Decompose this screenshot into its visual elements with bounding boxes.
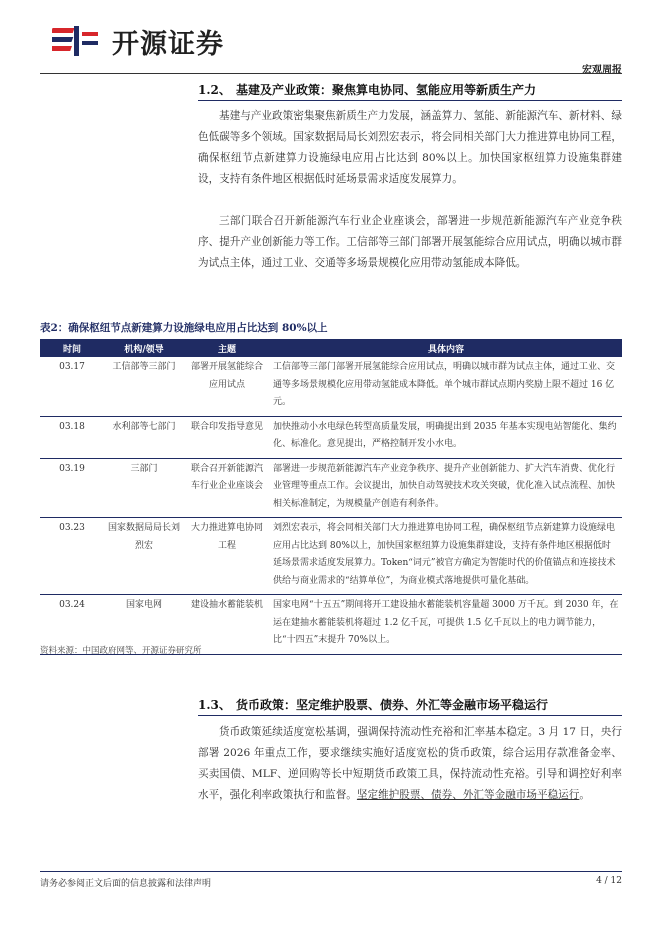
column-header: 具体内容: [270, 339, 622, 357]
section-title: 货币政策：坚定维护股票、债券、外汇等金融市场平稳运行: [236, 698, 549, 712]
table-row: [40, 357, 622, 416]
section-heading-1-2: [198, 81, 536, 98]
table-row: [40, 458, 622, 518]
cell-content: 刘烈宏表示，将会同相关部门大力推进算电协同工程，确保枢纽节点新建算力设施绿电应用占比达到 80%以上，加快国家枢纽算力设施集群建设，支持有条件地区根据低时延场景需求适度发展算力。Token“词元”被官方确定为智能时代的价值锚点和连接技术供给与商业需求的“结算单位”，为商业模式落地提供可量化基础。: [270, 518, 622, 595]
table-row: [40, 518, 622, 595]
paragraph: 三部门联合召开新能源汽车行业企业座谈会，部署进一步规范新能源汽车产业竞争秩序、提升产业创新能力等工作。工信部等三部门部署开展氢能综合应用试点，明确以城市群为试点主体，通过工业、交通等多场景规模化应用带动氢能成本降低。: [198, 215, 622, 269]
table-title: 表2：确保枢纽节点新建算力设施绿电应用占比达到 80%以上: [40, 322, 328, 334]
cell-topic: 大力推进算电协同工程: [184, 518, 270, 595]
brand-name: 开源证券: [112, 28, 224, 60]
section-number: 1.3、: [198, 698, 231, 712]
footer-divider: [40, 871, 622, 872]
cell-org: 工信部等三部门: [104, 357, 184, 416]
cell-content: 国家电网“十五五”期间将开工建设抽水蓄能装机容量超 3000 万千瓦。到 2030 年，在运在建抽水蓄能装机将超过 1.2 亿千瓦，可提供 1.5 亿千瓦以上的电力调节能力，比“十四五”末提升 70%以上。: [270, 595, 622, 655]
cell-date: 03.17: [40, 357, 104, 416]
cell-org: 水利部等七部门: [104, 416, 184, 458]
table-row: [40, 416, 622, 458]
paragraph-end: 。: [579, 789, 590, 801]
cell-topic: 联合印发指导意见: [184, 416, 270, 458]
cell-date: 03.19: [40, 458, 104, 518]
paragraph: [198, 722, 622, 806]
report-type: 宏观周报: [582, 65, 622, 76]
cell-content: 加快推动小水电绿色转型高质量发展，明确提出到 2035 年基本实现电站智能化、集约化、标准化。意见提出，严格控制开发小水电。: [270, 416, 622, 458]
paragraph: 基建与产业政策密集聚焦新质生产力发展，涵盖算力、氢能、新能源汽车、新材料、绿色低碳等多个领域。国家数据局局长刘烈宏表示，将会同相关部门大力推进算电协同工程，确保枢纽节点新建算力设施绿电应用占比达到 80%以上。加快国家枢纽算力设施集群建设，支持有条件地区根据低时延场景需求适度发展算力。: [198, 110, 622, 185]
section-number: 1.2、: [198, 83, 231, 97]
section-title: 基建及产业政策：聚焦算电协同、氢能应用等新质生产力: [236, 83, 537, 97]
cell-date: 03.23: [40, 518, 104, 595]
paragraph-text: 货币政策延续适度宽松基调，强调保持流动性充裕和汇率基本稳定。3 月 17 日，央行部署 2026 年重点工作，要求继续实施好适度宽松的货币政策，综合运用存款准备金率、买卖国债、MLF、逆回购等长中短期货币政策工具，保持流动性充裕。引导和调控好利率水平，强化利率政策执行和监督。: [198, 726, 622, 801]
cell-topic: 建设抽水蓄能装机: [184, 595, 270, 655]
cell-date: 03.24: [40, 595, 104, 655]
cell-topic: 联合召开新能源汽车行业企业座谈会: [184, 458, 270, 518]
table-source: 资料来源：中国政府网等、开源证券研究所: [40, 646, 202, 656]
cell-org: 国家电网: [104, 595, 184, 655]
cell-content: 工信部等三部门部署开展氢能综合应用试点，明确以城市群为试点主体，通过工业、交通等多场景规模化应用带动氢能成本降低。单个城市群试点期内奖励上限不超过 16 亿元。: [270, 357, 622, 416]
cell-org: 国家数据局局长刘烈宏: [104, 518, 184, 595]
brand-logo-icon: [52, 24, 108, 58]
section-heading-1-3: [198, 696, 548, 713]
header-divider: [40, 73, 622, 74]
cell-date: 03.18: [40, 416, 104, 458]
underlined-emphasis: 坚定维护股票、债券、外汇等金融市场平稳运行: [356, 789, 580, 801]
brand-logo: [52, 22, 224, 60]
section-rule: [198, 100, 622, 101]
cell-org: 三部门: [104, 458, 184, 518]
page-number: 4 / 12: [596, 876, 622, 886]
footer-disclaimer: 请务必参阅正文后面的信息披露和法律声明: [40, 879, 212, 889]
policy-table: [40, 339, 622, 655]
section-rule: [198, 715, 622, 716]
cell-content: 部署进一步规范新能源汽车产业竞争秩序、提升产业创新能力、扩大汽车消费、优化行业管理等重点工作。会议提出，加快自动驾驶技术攻关突破，优化准入试点流程、加快相关标准制定，为规模量产创造有利条件。: [270, 458, 622, 518]
column-header: 时间: [40, 339, 104, 357]
table-header-row: [40, 339, 622, 357]
column-header: 机构/领导: [104, 339, 184, 357]
column-header: 主题: [184, 339, 270, 357]
cell-topic: 部署开展氢能综合应用试点: [184, 357, 270, 416]
